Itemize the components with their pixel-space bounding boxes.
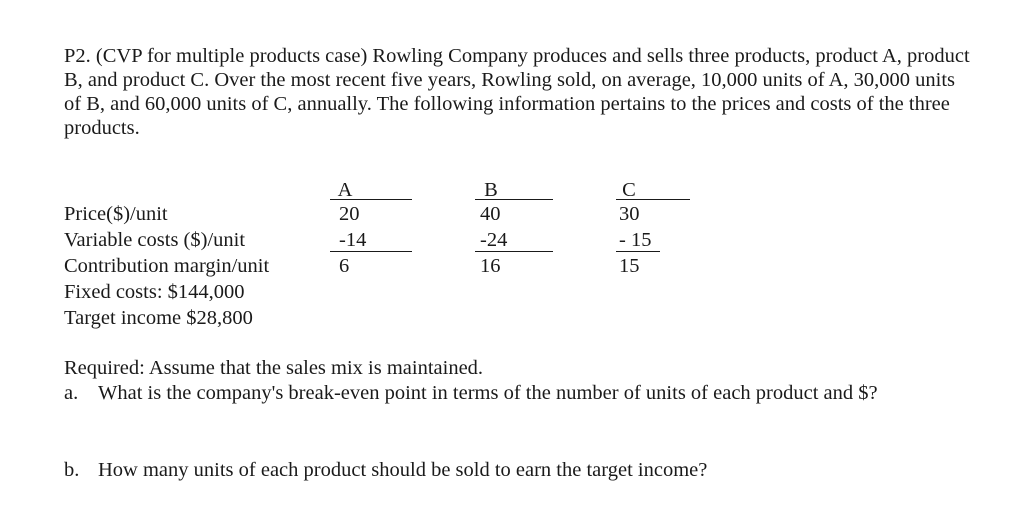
column-b-header-rule — [475, 199, 553, 200]
cell-variable-a: -14 — [339, 229, 367, 251]
problem-statement: P2. (CVP for multiple products case) Rowling Company produces and sells three products, product A, product B, and product C. Over the most recent five years, Rowling sold, on average, 10,000 units of A, 30,000 units of B, and 60,000 units of C, annually. The following information pertains to the prices and costs of the three products. — [64, 45, 970, 139]
question-a — [64, 381, 978, 433]
column-b-subtotal-rule — [475, 251, 553, 252]
column-header-c: C — [622, 179, 636, 201]
cell-variable-b: -24 — [480, 229, 508, 251]
row-label-contribution-margin: Contribution margin/unit — [64, 255, 270, 277]
column-a-header-rule — [330, 199, 412, 200]
cell-price-c: 30 — [619, 203, 640, 225]
cell-cm-c: 15 — [619, 255, 640, 277]
column-c-subtotal-rule — [616, 251, 660, 252]
cell-cm-a: 6 — [339, 255, 350, 277]
cell-cm-b: 16 — [480, 255, 501, 277]
question-b-letter: b. — [64, 459, 80, 481]
row-label-variable-costs: Variable costs ($)/unit — [64, 229, 246, 251]
question-b — [64, 458, 978, 484]
column-a-subtotal-rule — [330, 251, 412, 252]
column-header-a: A — [337, 179, 353, 201]
required-intro: Required: Assume that the sales mix is maintained. — [64, 357, 484, 379]
cell-price-a: 20 — [339, 203, 360, 225]
column-c-header-rule — [616, 199, 690, 200]
question-b-text: How many units of each product should be sold to earn the target income? — [98, 459, 708, 481]
column-header-b: B — [484, 179, 498, 201]
cell-variable-c: - 15 — [619, 229, 652, 251]
row-label-price: Price($)/unit — [64, 203, 168, 225]
question-a-letter: a. — [64, 382, 79, 404]
fixed-costs-line: Fixed costs: $144,000 — [64, 281, 245, 303]
target-income-line: Target income $28,800 — [64, 307, 253, 329]
question-a-text: What is the company's break-even point in terms of the number of units of each product and $? — [98, 382, 878, 404]
cell-price-b: 40 — [480, 203, 501, 225]
